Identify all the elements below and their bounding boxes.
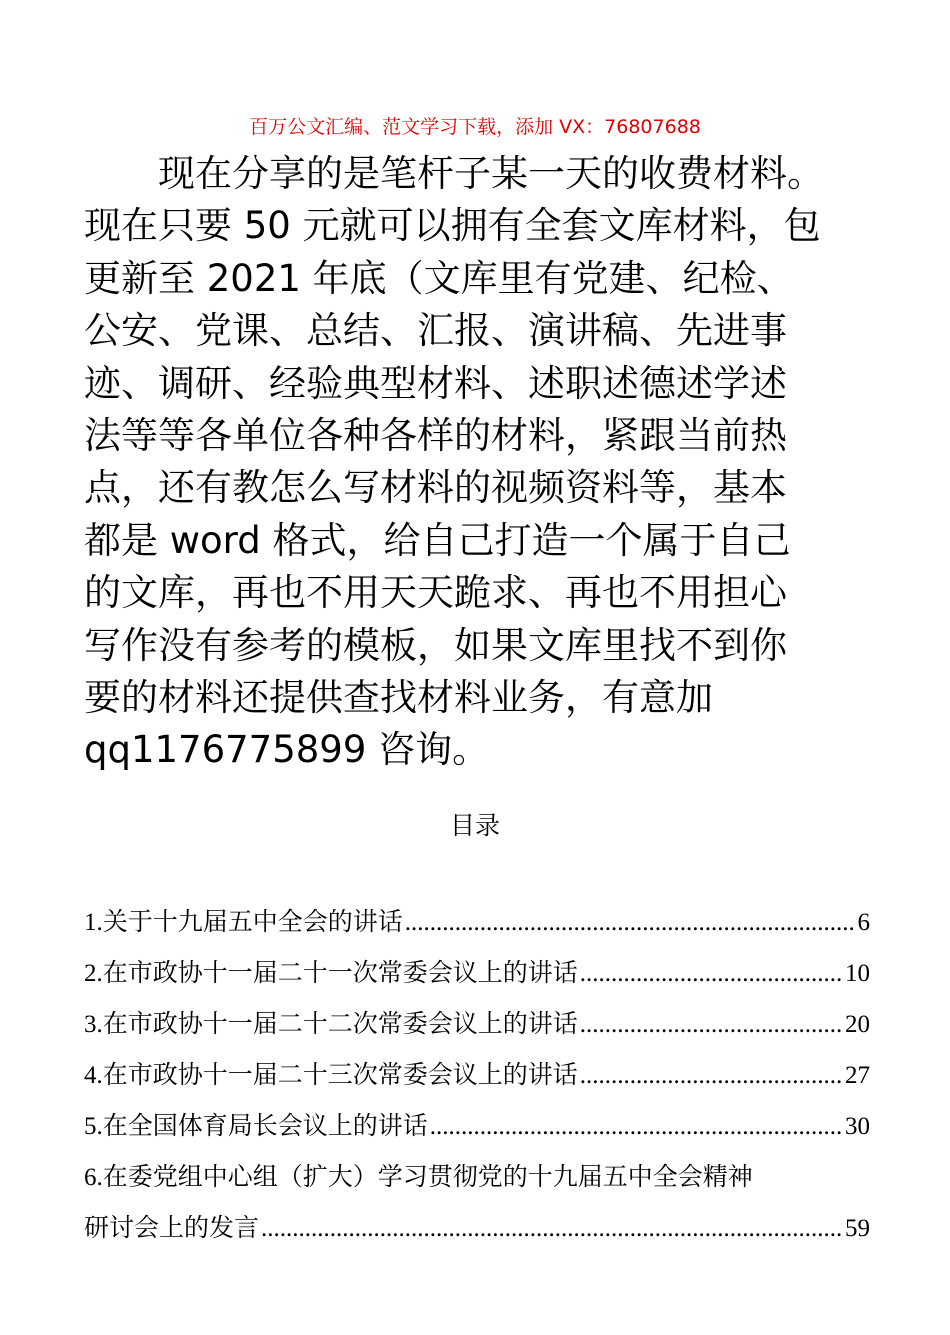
intro-line: 现在分享的是笔杆子某一天的收费材料。 (158, 152, 824, 195)
intro-line: qq1176775899 咨询。 (84, 728, 490, 772)
toc-heading: 目录 (449, 811, 500, 840)
toc-leader-dots (580, 999, 843, 1050)
intro-paragraph (84, 148, 874, 777)
toc-entry[interactable] (84, 1049, 870, 1100)
toc-entry-title: 关于十九届五中全会的讲话 (102, 907, 403, 936)
toc-entry-number: 2. (84, 960, 103, 987)
intro-line: 要的材料还提供查找材料业务，有意加 (84, 675, 713, 719)
intro-line: 法等等各单位各种各样的材料，紧跟当前热 (84, 413, 787, 457)
toc-entry-title: 在市政协十一届二十二次常委会议上的讲话 (102, 1009, 578, 1038)
intro-line: 公安、党课、总结、汇报、演讲稿、先进事 (84, 309, 787, 353)
toc-entry-title: 在委党组中心组（扩大）学习贯彻党的十九届五中全会精神 (102, 1162, 753, 1191)
toc-entry[interactable] (84, 998, 870, 1049)
table-of-contents (84, 896, 870, 1253)
intro-line: 的文库，再也不用天天跪求、再也不用担心 (84, 571, 787, 615)
header-watermark-note: 百万公文汇编、范文学习下载，添加 VX：76807688 (249, 116, 701, 138)
toc-entry-number: 4. (84, 1062, 103, 1089)
toc-entry-title: 在全国体育局长会议上的讲话 (102, 1111, 428, 1140)
toc-entry-title: 在市政协十一届二十三次常委会议上的讲话 (102, 1060, 578, 1089)
toc-entry-number: 1. (84, 909, 103, 936)
toc-entry-page: 27 (845, 1062, 870, 1089)
toc-entry-page: 6 (857, 909, 870, 936)
toc-entry-page: 10 (845, 960, 870, 987)
intro-line: 更新至 2021 年底（文库里有党建、纪检、 (84, 256, 794, 300)
intro-line: 都是 word 格式，给自己打造一个属于自己 (84, 518, 791, 562)
toc-leader-dots (430, 1101, 843, 1152)
toc-entry[interactable] (84, 896, 870, 947)
toc-leader-dots (405, 897, 856, 948)
intro-line: 迹、调研、经验典型材料、述职述德述学述 (84, 361, 787, 405)
toc-leader-dots (261, 1203, 843, 1254)
toc-entry-number: 5. (84, 1113, 103, 1140)
toc-entry[interactable] (84, 1151, 870, 1202)
toc-entry-title: 在市政协十一届二十一次常委会议上的讲话 (102, 958, 578, 987)
toc-entry-title-continued: 研讨会上的发言 (84, 1213, 260, 1242)
toc-entry-number: 6. (84, 1164, 103, 1191)
toc-entry-page: 20 (845, 1011, 870, 1038)
toc-leader-dots (580, 948, 843, 999)
toc-leader-dots (580, 1050, 843, 1101)
intro-line: 现在只要 50 元就可以拥有全套文库材料，包 (84, 204, 821, 248)
intro-line: 点，还有教怎么写材料的视频资料等，基本 (84, 466, 787, 510)
toc-entry-continuation[interactable] (84, 1202, 870, 1253)
toc-entry[interactable] (84, 947, 870, 998)
toc-entry-page: 30 (845, 1113, 870, 1140)
toc-entry-page: 59 (845, 1215, 870, 1242)
toc-entry-number: 3. (84, 1011, 103, 1038)
intro-line: 写作没有参考的模板，如果文库里找不到你 (84, 623, 787, 667)
toc-entry[interactable] (84, 1100, 870, 1151)
